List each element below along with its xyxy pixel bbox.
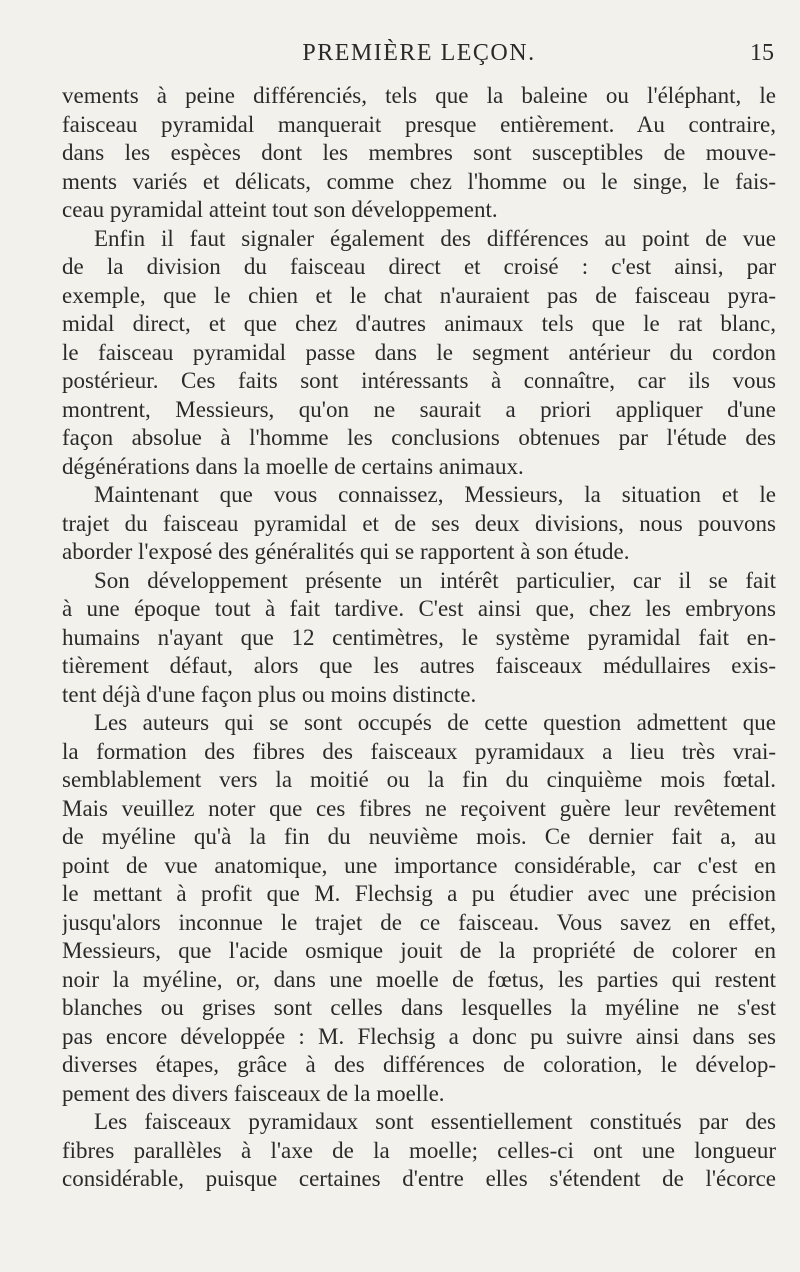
text-line: aborder l'exposé des généralités qui se rapportent à son étude. xyxy=(62,539,630,564)
text-line: Maintenant que vous connaissez, Messieurs, la situation et le xyxy=(94,482,776,507)
text-line: fibres parallèles à l'axe de la moelle; celles-ci ont une longueur xyxy=(62,1137,776,1163)
text-line: postérieur. Ces faits sont intéressants à connaître, car ils vous xyxy=(62,368,776,393)
text-line: blanches ou grises sont celles dans lesquelles la myéline ne s'est xyxy=(62,995,776,1020)
page-number: 15 xyxy=(750,40,774,66)
text-line: semblablement vers la moitié ou la fin du cinquième mois fœtal. xyxy=(62,767,776,792)
text-line: ceau pyramidal atteint tout son développement. xyxy=(62,197,498,222)
text-line: le faisceau pyramidal passe dans le segment antérieur du cordon xyxy=(62,339,776,365)
text-line: la formation des fibres des faisceaux pyramidaux a lieu très vrai- xyxy=(62,738,776,764)
text-line: Les faisceaux pyramidaux sont essentiellement constitués par des xyxy=(94,1109,776,1134)
text-line: exemple, que le chien et le chat n'auraient pas de faisceau pyra- xyxy=(62,282,776,308)
text-line: pement des divers faisceaux de la moelle. xyxy=(62,1080,445,1106)
text-line: Mais veuillez noter que ces fibres ne reçoivent guère leur revêtement xyxy=(62,795,776,821)
text-line: noir la myéline, or, dans une moelle de fœtus, les parties qui restent xyxy=(62,966,776,992)
text-line: dans les espèces dont les membres sont susceptibles de mouve- xyxy=(62,140,776,165)
text-line: vements à peine différenciés, tels que la baleine ou l'éléphant, le xyxy=(62,83,776,108)
text-line: façon absolue à l'homme les conclusions obtenues par l'étude des xyxy=(62,425,776,450)
text-line: pas encore développée : M. Flechsig a donc pu suivre ainsi dans ses xyxy=(62,1023,776,1049)
text-line: Messieurs, que l'acide osmique jouit de la propriété de colorer en xyxy=(62,938,776,963)
text-line: Les auteurs qui se sont occupés de cette question admettent que xyxy=(94,710,776,735)
text-line: de la division du faisceau direct et croisé : c'est ainsi, par xyxy=(62,254,776,279)
text-line: humains n'ayant que 12 centimètres, le système pyramidal fait en- xyxy=(62,624,776,650)
page-header xyxy=(62,34,776,74)
running-title: PREMIÈRE LEÇON. xyxy=(302,40,536,66)
text-line: jusqu'alors inconnue le trajet de ce faisceau. Vous savez en effet, xyxy=(62,909,776,935)
text-line: trajet du faisceau pyramidal et de ses deux divisions, nous pouvons xyxy=(62,510,776,536)
text-line: à une époque tout à fait tardive. C'est ainsi que, chez les embryons xyxy=(62,596,776,621)
text-line: montrent, Messieurs, qu'on ne saurait a priori appliquer d'une xyxy=(62,396,776,422)
text-line: midal direct, et que chez d'autres animaux tels que le rat blanc, xyxy=(62,311,776,336)
text-line: de myéline qu'à la fin du neuvième mois. Ce dernier fait a, au xyxy=(62,824,776,849)
text-line: ments variés et délicats, comme chez l'homme ou le singe, le fais- xyxy=(62,168,776,194)
text-line: Son développement présente un intérêt particulier, car il se fait xyxy=(94,567,776,593)
text-line: tent déjà d'une façon plus ou moins distincte. xyxy=(62,681,477,707)
text-line: Enfin il faut signaler également des différences au point de vue xyxy=(94,225,776,251)
text-line: le mettant à profit que M. Flechsig a pu étudier avec une précision xyxy=(62,881,776,906)
text-line: point de vue anatomique, une importance considérable, car c'est en xyxy=(62,852,776,878)
text-line: tièrement défaut, alors que les autres faisceaux médullaires exis- xyxy=(62,653,776,678)
text-line: faisceau pyramidal manquerait presque entièrement. Au contraire, xyxy=(62,111,776,137)
text-line: dégénérations dans la moelle de certains animaux. xyxy=(62,453,524,479)
text-line: considérable, puisque certaines d'entre elles s'étendent de l'écorce xyxy=(62,1166,776,1191)
text-line: diverses étapes, grâce à des différences de coloration, le dévelop- xyxy=(62,1052,776,1077)
body-text xyxy=(62,82,776,1194)
